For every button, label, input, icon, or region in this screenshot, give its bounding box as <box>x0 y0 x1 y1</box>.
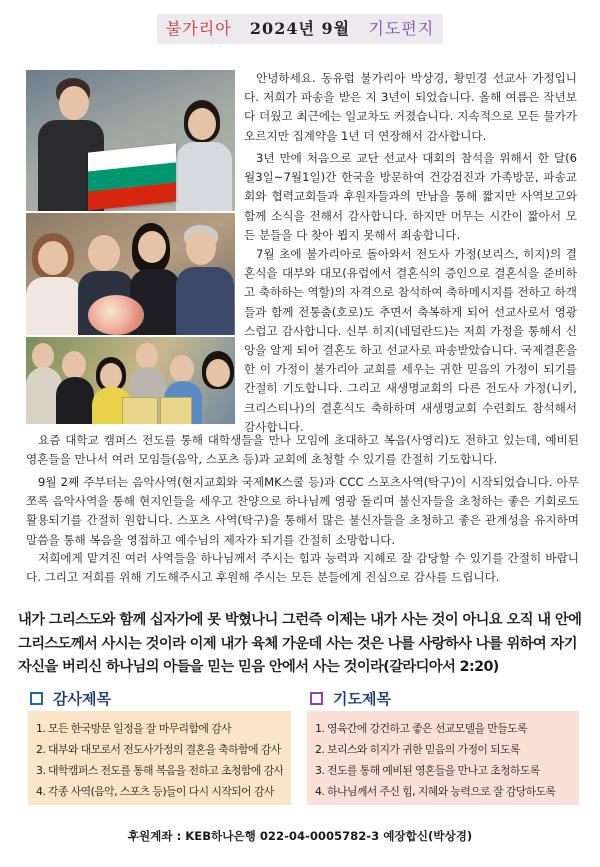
photo-wedding <box>26 213 235 335</box>
photo-flag-couple <box>26 70 235 211</box>
list-item: 2. 보리스와 히지가 귀한 믿음의 가정이 되도록 <box>315 743 520 756</box>
title-country: 불가리아 <box>165 19 232 38</box>
photo-youth-group <box>26 337 235 424</box>
list-item: 1. 모든 한국방문 일정을 잘 마무리함에 감사 <box>36 722 232 735</box>
thanks-heading: 감사제목 <box>30 688 111 709</box>
title-date: 2024년 9월 <box>249 19 351 38</box>
list-item: 4. 하나님께서 주신 힘, 지혜와 능력으로 잘 감당하도록 <box>315 785 556 798</box>
checkbox-icon <box>30 692 43 705</box>
list-item: 3. 대학캠퍼스 전도를 통해 복음을 전하고 초청함에 감사 <box>36 764 283 777</box>
certificate-card <box>122 397 158 424</box>
paragraph-closing: 저희에게 맡겨진 여러 사역들을 하나님께서 주시는 힘과 능력과 지혜로 잘 감당할 수 있기를 간절히 바랍니다. 그리고 저희를 위해 기도해주시고 후원해 주시는 모든 분들에게 진심으로 감사를 드립니다. <box>26 551 579 585</box>
list-item: 3. 전도를 통해 예비된 영혼들을 만나고 초청하도록 <box>315 764 540 777</box>
paragraph-greeting: 안녕하세요. 동유럽 불가리아 박상경, 황민경 선교사 가정입니다. 저희가 파송을 받은 지 3년이 되었습니다. 올해 여름은 작년보다 더웠고 최근에는 일교차도 커졌습니다. 지속적으로 모든 물가가 오르지만 집계약을 1년 더 연장해서 감사합니다. <box>244 71 577 143</box>
bouquet-icon <box>88 295 144 335</box>
bulgarian-flag-icon <box>88 143 176 210</box>
prayer-list <box>307 711 579 805</box>
paragraph-campus: 요즘 대학교 캠퍼스 전도를 통해 대학생들을 만나 모임에 초대하고 복음(사영리)도 전하고 있는데, 예비된 영혼들을 만나서 여러 모임들(음악, 스포츠 등)과 교회에 초청할 수 있기를 간절히 기도합니다. <box>26 433 579 467</box>
list-item: 1. 영육간에 강건하고 좋은 선교모델을 만들도록 <box>315 722 527 735</box>
list-item: 4. 각종 사역(음악, 스포츠 등)들이 다시 시작되어 감사 <box>36 785 274 798</box>
certificate-card <box>160 397 192 424</box>
thanks-list <box>28 711 291 805</box>
list-item: 2. 대부와 대모로서 전도사가정의 결혼을 축하함에 감사 <box>36 743 281 756</box>
paragraph-korea-visit: 3년 만에 처음으로 교단 선교사 대회의 참석을 위해서 한 달(6월3일~7월1일)간 한국을 방문하여 건강검진과 가족방문, 파송교회와 협력교회들과 후원자들과의 만남을 통해 짧지만 사역보고와 함께 소식을 전해서 감사합니다. 하지만 머무는 시간이 짧아서 모든 분들을 다 찾아 뵙지 못해서 죄송합니다. <box>244 151 577 242</box>
bank-account: 후원계좌 : KEB하나은행 022-04-0005782-3 예장합신(박상경) <box>127 829 473 843</box>
letter-title <box>157 14 443 44</box>
photo-collage <box>26 70 235 424</box>
prayer-heading: 기도제목 <box>310 688 391 709</box>
title-letter: 기도편지 <box>368 19 435 38</box>
paragraph-ministry: 9월 2째 주부터는 음악사역(현지교회와 국제MK스쿨 등)과 CCC 스포츠사역(탁구)이 시작되었습니다. 아무쪼록 음악사역을 통해 현지인들을 세우고 찬양으로 하나님께 영광 돌리며 불신자들을 초청하는 좋은 기회로도 활용되기를 간절히 원합니다. 스포츠 사역(탁구)을 통해서 많은 불신자들을 초청하고 좋은 관계성을 유지하며 말씀을 통해 복음을 영접하고 예수님의 제자가 되기를 간절히 소망합니다. <box>26 475 579 547</box>
bible-verse: 내가 그리스도와 함께 십자가에 못 박혔나니 그런즉 이제는 내가 사는 것이 아니요 오직 내 안에 그리스도께서 사시는 것이라 이제 내가 육체 가운데 사는 것은 나를 사랑하사 나를 위하여 자기 자신을 버리신 하나님의 아들을 믿는 믿음 안에서 사는 것이라(갈라디아서 2:20) <box>18 612 582 675</box>
checkbox-icon <box>310 692 323 705</box>
paragraph-wedding: 7월 초에 불가리아로 돌아와서 전도사 가정(보리스, 히지)의 결혼식을 대부와 대모(유럽에서 결혼식의 증인으로 결혼식을 준비하고 축하하는 역할)의 자격으로 참석하여 축하메시지를 전하고 하객들과 함께 전통춤(호로)도 추면서 축복하게 되어 선교사로서 영광스럽고 감사합니다. 신부 히지(네덜란드)는 저희 가정을 통해서 신앙을 알게 되어 결혼도 하고 선교사로 파송받았습니다. 국제결혼을 한 이 가정이 불가리아 교회를 세우는 귀한 믿음의 가정이 되기를 간절히 기도합니다. 그리고 새생명교회의 다른 전도사 가정(니키, 크리스티나)의 결혼식도 축하하며 새생명교회 수련회도 참석해서 감사합니다. <box>244 247 577 434</box>
